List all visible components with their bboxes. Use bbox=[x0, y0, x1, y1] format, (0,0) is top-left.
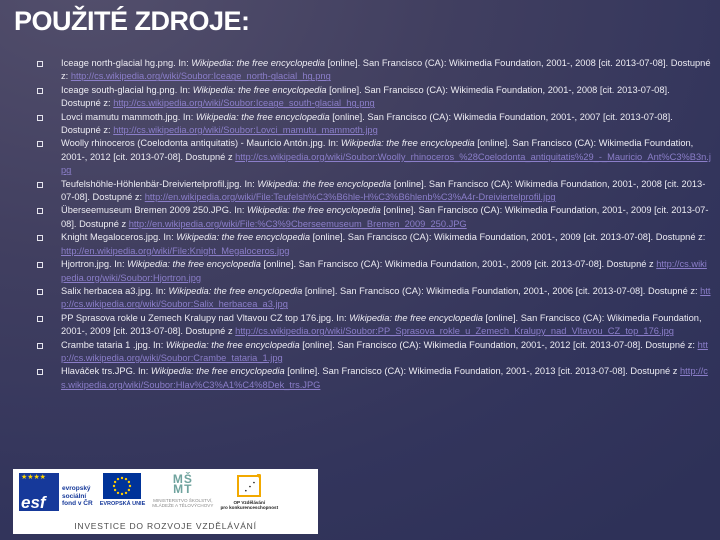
source-text bbox=[61, 312, 712, 339]
source-link[interactable]: http://cs.wikipedia.org/wiki/Soubor:Crambe_tataria_1.jpg bbox=[61, 339, 708, 363]
source-text bbox=[61, 178, 712, 205]
source-work-title: Wikipedia: the free encyclopedia bbox=[340, 138, 475, 149]
opvk-label-line: pro konkurenceschopnost bbox=[220, 505, 279, 511]
source-item bbox=[34, 312, 712, 339]
source-work-title: Wikipedia: the free encyclopedia bbox=[191, 58, 326, 68]
bullet-square-icon bbox=[37, 141, 43, 147]
source-item bbox=[34, 365, 712, 392]
source-item bbox=[34, 137, 712, 177]
source-work-title: Wikipedia: the free encyclopedia bbox=[195, 111, 330, 122]
source-citation: [online]. San Francisco (CA): Wikimedia Foundation, 2001-, 2008 [cit. 2013-07-08]. Dostupné z: bbox=[61, 84, 670, 109]
opvk-arrow-icon: ▼ bbox=[255, 473, 263, 480]
esf-logo-square bbox=[19, 473, 59, 511]
source-citation: PP Sprasova rokle u Zemech Kralupy nad Vltavou CZ top 176.jpg. In: bbox=[61, 312, 350, 323]
source-work-title: Wikipedia: the free encyclopedia bbox=[192, 84, 327, 95]
source-citation: [online]. San Francisco (CA): Wikimedia Foundation, 2001-, 2012 [cit. 2013-07-08]. Dostupné z: bbox=[299, 339, 698, 350]
source-citation: [online]. San Francisco (CA): Wikimedia Foundation, 2001-, 2012 [cit. 2013-07-08]. Dostupné z bbox=[61, 138, 694, 162]
eu-flag-icon bbox=[103, 473, 141, 499]
source-citation: Iceage south-glacial hg.png. In: bbox=[61, 84, 193, 95]
source-item bbox=[34, 84, 712, 111]
opvk-label bbox=[220, 500, 278, 511]
source-text bbox=[61, 285, 712, 312]
esf-label bbox=[62, 473, 93, 511]
opvk-square-icon bbox=[237, 475, 261, 497]
source-text bbox=[61, 339, 712, 366]
source-link[interactable]: http://cs.wikipedia.org/wiki/Soubor:Lovci_mamutu_mammoth.jpg bbox=[113, 125, 378, 136]
source-item bbox=[34, 231, 712, 258]
source-link[interactable]: http://cs.wikipedia.org/wiki/Soubor:PP_Sprasova_rokle_u_Zemech_Kralupy_nad_Vltavou_CZ_top_176.jpg bbox=[235, 326, 674, 337]
bullet-square-icon bbox=[37, 262, 43, 268]
source-link[interactable]: http://cs.wikipedia.org/wiki/Soubor:Iceage_north-glacial_hg.png bbox=[70, 71, 331, 82]
source-link[interactable]: http://cs.wikipedia.org/wiki/Soubor:Woolly_rhinoceros_%28Coelodonta_antiquitatis%29_-_Mauricio_Ant%C3%B3n.jpg bbox=[61, 151, 711, 176]
source-link[interactable]: http://cs.wikipedia.org/wiki/Soubor:Salix_herbacea_a3.jpg bbox=[61, 285, 711, 310]
source-text bbox=[61, 258, 712, 285]
source-link[interactable]: http://cs.wikipedia.org/wiki/Soubor:Hjortron.jpg bbox=[61, 259, 707, 283]
source-citation: [online]. San Francisco (CA): Wikimedia Foundation, 2001-, 2009 [cit. 2013-07-08]. Dostupné z bbox=[61, 205, 709, 229]
opvk-dots-icon: • • • bbox=[243, 479, 259, 495]
source-text bbox=[61, 111, 712, 138]
source-citation: Lovci mamutu mammoth.jpg. In: bbox=[61, 111, 196, 122]
source-text bbox=[61, 204, 712, 231]
source-citation: Salix herbacea a3.jpg. In: bbox=[61, 285, 169, 296]
esf-logo bbox=[19, 473, 93, 511]
source-work-title: Wikipedia: the free encyclopedia bbox=[176, 232, 311, 243]
logo-row bbox=[13, 469, 318, 519]
source-link[interactable]: http://cs.wikipedia.org/wiki/Soubor:Iceage_south-glacial_hg.png bbox=[113, 98, 375, 109]
sources-list bbox=[34, 57, 712, 392]
source-citation: [online]. San Francisco (CA): Wikimedia Foundation, 2001-, 2006 [cit. 2013-07-08]. Dostupné z: bbox=[302, 285, 701, 296]
source-work-title: Wikipedia: the free encyclopedia bbox=[168, 285, 303, 296]
footer-logos bbox=[13, 469, 318, 534]
bullet-square-icon bbox=[37, 61, 43, 67]
source-work-title: Wikipedia: the free encyclopedia bbox=[127, 259, 261, 270]
msmt-monogram-line: MT bbox=[173, 482, 193, 496]
esf-label-line: fond v ČR bbox=[62, 500, 93, 507]
source-citation: Überseemuseum Bremen 2009 250.JPG. In: bbox=[61, 205, 248, 216]
msmt-label bbox=[152, 498, 213, 509]
esf-label-line: sociální bbox=[62, 492, 87, 500]
bullet-square-icon bbox=[37, 208, 43, 214]
source-citation: [online]. San Francisco (CA): Wikimedia Foundation, 2001-, 2009 [cit. 2013-07-08]. Dostupné z: bbox=[310, 232, 706, 243]
msmt-label-line: MINISTERSTVO ŠKOLSTVÍ, bbox=[153, 498, 213, 503]
opvk-label-line: OP Vzdělávání bbox=[233, 500, 266, 505]
source-text bbox=[61, 84, 712, 111]
source-work-title: Wikipedia: the free encyclopedia bbox=[247, 205, 381, 216]
investice-claim: INVESTICE DO ROZVOJE VZDĚLÁVÁNÍ bbox=[74, 521, 257, 531]
esf-stars-icon: ★ ★ ★ ★ bbox=[21, 474, 45, 481]
source-citation: Hjortron.jpg. In: bbox=[61, 259, 128, 270]
bullet-square-icon bbox=[37, 235, 43, 241]
source-item bbox=[34, 258, 712, 285]
msmt-monogram-line: MŠ bbox=[172, 472, 193, 486]
source-work-title: Wikipedia: the free encyclopedia bbox=[257, 178, 392, 189]
source-citation: Knight Megaloceros.jpg. In: bbox=[61, 232, 177, 243]
bullet-square-icon bbox=[37, 289, 43, 295]
source-text bbox=[61, 137, 712, 177]
source-citation: Teufelshöhle-Höhlenbär-Dreiviertelprofil.jpg. In: bbox=[61, 178, 258, 189]
msmt-logo bbox=[152, 473, 213, 509]
bullet-square-icon bbox=[37, 369, 43, 375]
source-item bbox=[34, 204, 712, 231]
source-citation: [online]. San Francisco (CA): Wikimedia Foundation, 2001-, 2009 [cit. 2013-07-08]. Dostupné z bbox=[260, 259, 657, 270]
source-citation: [online]. San Francisco (CA): Wikimedia Foundation, 2001-, 2009 [cit. 2013-07-08]. Dostupné z bbox=[61, 312, 702, 337]
source-text bbox=[61, 231, 712, 258]
bullet-square-icon bbox=[37, 316, 43, 322]
source-item bbox=[34, 339, 712, 366]
source-work-title: Wikipedia: the free encyclopedia bbox=[349, 312, 483, 323]
source-item bbox=[34, 57, 712, 84]
source-citation: [online]. San Francisco (CA): Wikimedia Foundation, 2001-, 2007 [cit. 2013-07-08]. Dostupné z: bbox=[61, 111, 673, 136]
source-citation: [online]. San Francisco (CA): Wikimedia Foundation, 2001-, 2008 [cit. 2013-07-08]. Dostupné z: bbox=[61, 58, 711, 82]
source-link[interactable]: http://cs.wikipedia.org/wiki/Soubor:Hlav%C3%A1%C4%8Dek_trs.JPG bbox=[61, 366, 708, 390]
source-citation: Iceage north-glacial hg.png. In: bbox=[61, 58, 192, 68]
source-work-title: Wikipedia: the free encyclopedia bbox=[150, 366, 285, 377]
msmt-label-line: MLÁDEŽE A TĚLOVÝCHOVY bbox=[152, 503, 214, 509]
eu-label: EVROPSKÁ UNIE bbox=[99, 501, 146, 507]
source-link[interactable]: http://en.wikipedia.org/wiki/File:Teufelsh%C3%B6hle-H%C3%B6hlenb%C3%A4r-Dreiviertelprofil.jpg bbox=[144, 192, 556, 203]
source-work-title: Wikipedia: the free encyclopedia bbox=[165, 339, 300, 350]
source-link[interactable]: http://en.wikipedia.org/wiki/File:%C3%9Cberseemuseum_Bremen_2009_250.JPG bbox=[128, 218, 467, 229]
source-citation: Woolly rhinoceros (Coelodonta antiquitatis) - Mauricio Antón.jpg. In: bbox=[61, 138, 341, 149]
bullet-square-icon bbox=[37, 343, 43, 349]
bullet-square-icon bbox=[37, 182, 43, 188]
source-citation: Hlaváček trs.JPG. In: bbox=[61, 366, 151, 377]
page-title: POUŽITÉ ZDROJE: bbox=[14, 6, 250, 36]
opvk-logo bbox=[220, 473, 278, 511]
source-citation: Crambe tataria 1 .jpg. In: bbox=[61, 339, 166, 350]
source-text bbox=[61, 365, 712, 392]
eu-flag-logo bbox=[100, 473, 146, 507]
source-citation: [online]. San Francisco (CA): Wikimedia Foundation, 2001-, 2013 [cit. 2013-07-08]. Dostupné z bbox=[284, 366, 680, 377]
source-citation: [online]. San Francisco (CA): Wikimedia Foundation, 2001-, 2008 [cit. 2013-07-08]. Dostupné z: bbox=[61, 178, 706, 203]
source-item bbox=[34, 285, 712, 312]
source-link[interactable]: http://en.wikipedia.org/wiki/File:Knight_Megaloceros.jpg bbox=[61, 245, 290, 256]
source-item bbox=[34, 178, 712, 205]
bullet-square-icon bbox=[37, 115, 43, 121]
source-text bbox=[61, 57, 712, 84]
esf-acronym: esf bbox=[21, 493, 46, 512]
msmt-monogram-icon bbox=[173, 474, 193, 494]
source-item bbox=[34, 111, 712, 138]
esf-label-line: evropský bbox=[62, 485, 91, 492]
bullet-square-icon bbox=[37, 88, 43, 94]
